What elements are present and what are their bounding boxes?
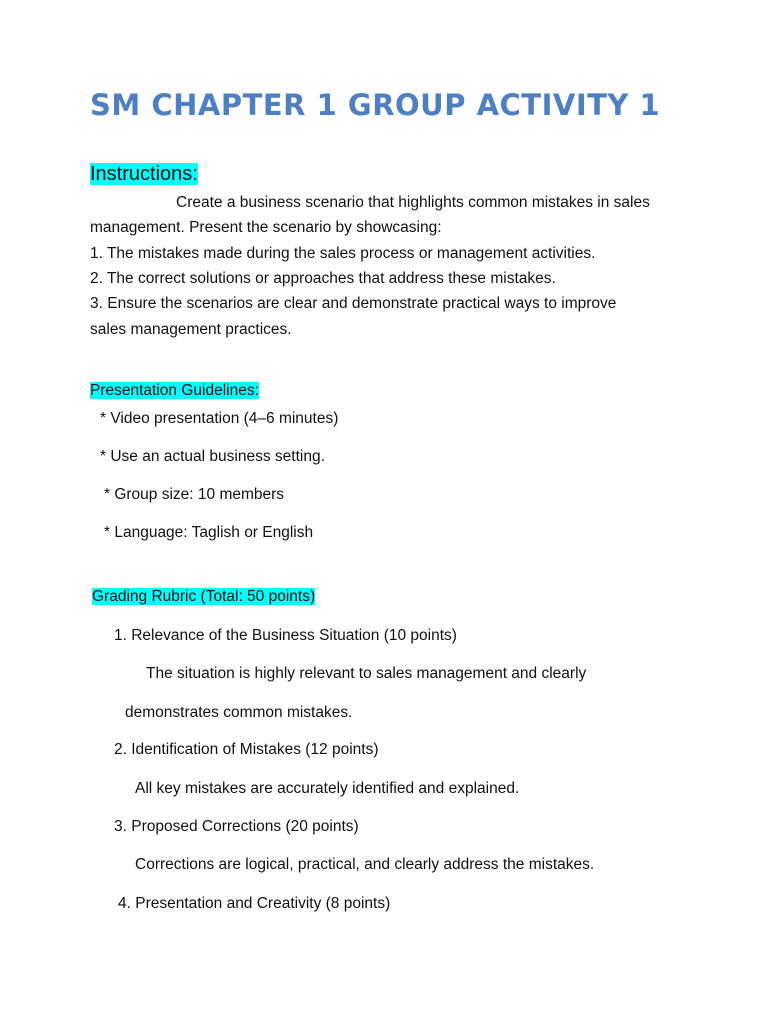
guideline-item: * Use an actual business setting. [100,448,325,465]
rubric-heading [92,587,315,607]
instructions-item-1: 1. The mistakes made during the sales process or management activities. [90,245,596,262]
instructions-item-3-cont: sales management practices. [90,321,292,338]
rubric-criterion-1-desc-cont: demonstrates common mistakes. [125,704,353,721]
rubric-criterion-4: 4. Presentation and Creativity (8 points) [118,895,391,912]
rubric-criterion-1: 1. Relevance of the Business Situation (10 points) [114,627,457,644]
rubric-criterion-3: 3. Proposed Corrections (20 points) [114,818,359,835]
guideline-item: * Language: Taglish or English [104,524,314,541]
instructions-heading-text: Instructions: [90,163,198,185]
guideline-item: * Group size: 10 members [104,486,285,503]
instructions-item-3: 3. Ensure the scenarios are clear and demonstrate practical ways to improve [90,295,617,312]
rubric-heading-text: Grading Rubric (Total: 50 points) [92,588,316,605]
instructions-item-2: 2. The correct solutions or approaches that address these mistakes. [90,270,556,287]
guidelines-heading-text: Presentation Guidelines: [90,382,259,399]
instructions-line-2: management. Present the scenario by showcasing: [90,219,442,236]
rubric-criterion-1-desc: The situation is highly relevant to sales management and clearly [146,665,587,682]
document-title: SM CHAPTER 1 GROUP ACTIVITY 1 [90,88,661,122]
instructions-heading [90,162,198,186]
rubric-criterion-2: 2. Identification of Mistakes (12 points) [114,741,379,758]
guidelines-heading [90,381,259,401]
instructions-line-1: Create a business scenario that highlights common mistakes in sales [176,194,650,211]
rubric-criterion-2-desc: All key mistakes are accurately identified and explained. [135,780,520,797]
rubric-criterion-3-desc: Corrections are logical, practical, and clearly address the mistakes. [135,856,595,873]
guideline-item: * Video presentation (4–6 minutes) [100,410,339,427]
